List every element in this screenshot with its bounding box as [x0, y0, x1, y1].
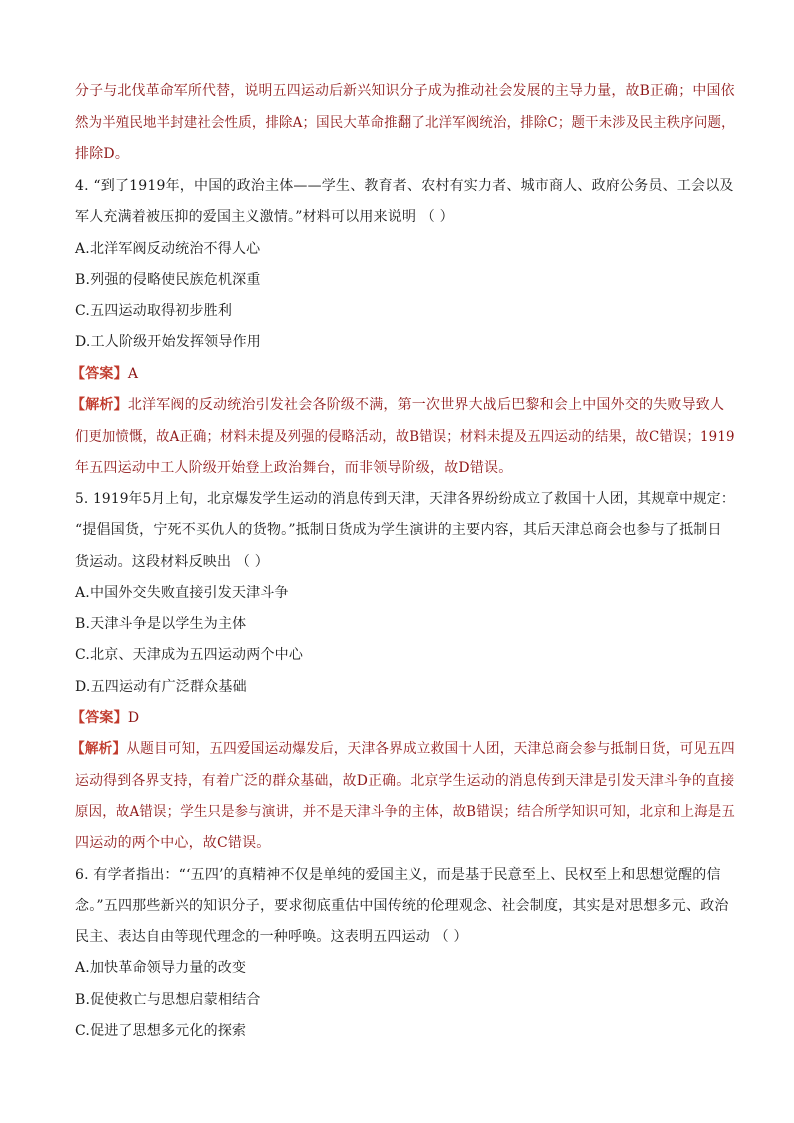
q5-stem-line-1: 5. 1919年5月上旬，北京爆发学生运动的消息传到天津，天津各界纷纷成立了救国十人团，其规章中规定：: [75, 491, 735, 507]
q4-option-b: B.列强的侵略使民族危机深重: [75, 272, 261, 288]
q6-option-b: B.促使救亡与思想启蒙相结合: [75, 992, 261, 1008]
analysis-text: 从题目可知，五四爱国运动爆发后，天津各界成立救国十人团，天津总商会参与抵制日货，可见五四: [126, 741, 735, 757]
q4-stem-line-2: 军人充满着被压抑的爱国主义激情。”材料可以用来说明 （ ）: [75, 209, 454, 225]
q6-option-c: C.促进了思想多元化的探索: [75, 1023, 247, 1039]
q4-analysis-line-3: 年五四运动中工人阶级开始登上政治舞台，而非领导阶级，故D错误。: [75, 460, 513, 476]
q6-stem-line-2: 念。”五四那些新兴的知识分子，要求彻底重估中国传统的伦理观念、社会制度，其实是对思想多元、政治: [75, 898, 729, 914]
prev-analysis-line-3: 排除D。: [75, 146, 130, 162]
q4-stem-line-1: 4. “到了1919年，中国的政治主体——学生、教育者、农村有实力者、城市商人、政府公务员、工会以及: [75, 178, 734, 194]
q5-analysis-line-2: 运动得到各界支持，有着广泛的群众基础，故D正确。北京学生运动的消息传到天津是引发天津斗争的直接: [75, 773, 735, 789]
q4-analysis-line-2: 们更加愤慨，故A正确；材料未提及列强的侵略活动，故B错误；材料未提及五四运动的结果，故C错误；1919: [75, 429, 735, 445]
q4-option-d: D.工人阶级开始发挥领导作用: [75, 334, 261, 350]
q6-stem-line-3: 民主、表达自由等现代理念的一种呼唤。这表明五四运动 （ ）: [75, 929, 468, 945]
prev-analysis-line-1: 分子与北伐革命军所代替，说明五四运动后新兴知识分子成为推动社会发展的主导力量，故B正确；中国依: [75, 83, 735, 99]
answer-value: D: [127, 710, 140, 726]
q5-stem-line-3: 货运动。这段材料反映出 （ ）: [75, 554, 269, 570]
prev-analysis-line-2: 然为半殖民地半封建社会性质，排除A；国民大革命推翻了北洋军阀统治，排除C；题干未涉及民主秩序问题，: [75, 115, 735, 131]
q5-answer: [71, 708, 731, 728]
q5-option-b: B.天津斗争是以学生为主体: [75, 616, 247, 632]
answer-value: A: [127, 366, 139, 382]
q5-stem-line-2: “提倡国货，宁死不买仇人的货物。”抵制日货成为学生演讲的主要内容，其后天津总商会也参与了抵制日: [75, 522, 722, 538]
q4-option-a: A.北洋军阀反动统治不得人心: [75, 241, 261, 257]
q5-analysis-line-4: 四运动的两个中心，故C错误。: [75, 835, 271, 851]
answer-tag: 【答案】: [71, 710, 128, 726]
q5-option-d: D.五四运动有广泛群众基础: [75, 679, 247, 695]
q5-option-c: C.北京、天津成为五四运动两个中心: [75, 647, 304, 663]
q4-option-c: C.五四运动取得初步胜利: [75, 303, 233, 319]
q4-analysis-line-1: [71, 395, 731, 415]
answer-tag: 【答案】: [71, 366, 128, 382]
analysis-text: 北洋军阀的反动统治引发社会各阶级不满，第一次世界大战后巴黎和会上中国外交的失败导致人: [127, 397, 725, 413]
analysis-tag: 【解析】: [71, 741, 127, 757]
q6-option-a: A.加快革命领导力量的改变: [75, 960, 247, 976]
q5-option-a: A.中国外交失败直接引发天津斗争: [75, 585, 289, 601]
q6-stem-line-1: 6. 有学者指出：“‘五四’的真精神不仅是单纯的爱国主义，而是基于民意至上、民权至上和思想觉醒的信: [75, 867, 721, 883]
q4-answer: [71, 364, 731, 384]
analysis-tag: 【解析】: [71, 397, 128, 413]
q5-analysis-line-1: [71, 739, 735, 759]
q5-analysis-line-3: 原因，故A错误；学生只是参与演讲，并不是天津斗争的主体，故B错误；结合所学知识可知，北京和上海是五: [75, 804, 735, 820]
